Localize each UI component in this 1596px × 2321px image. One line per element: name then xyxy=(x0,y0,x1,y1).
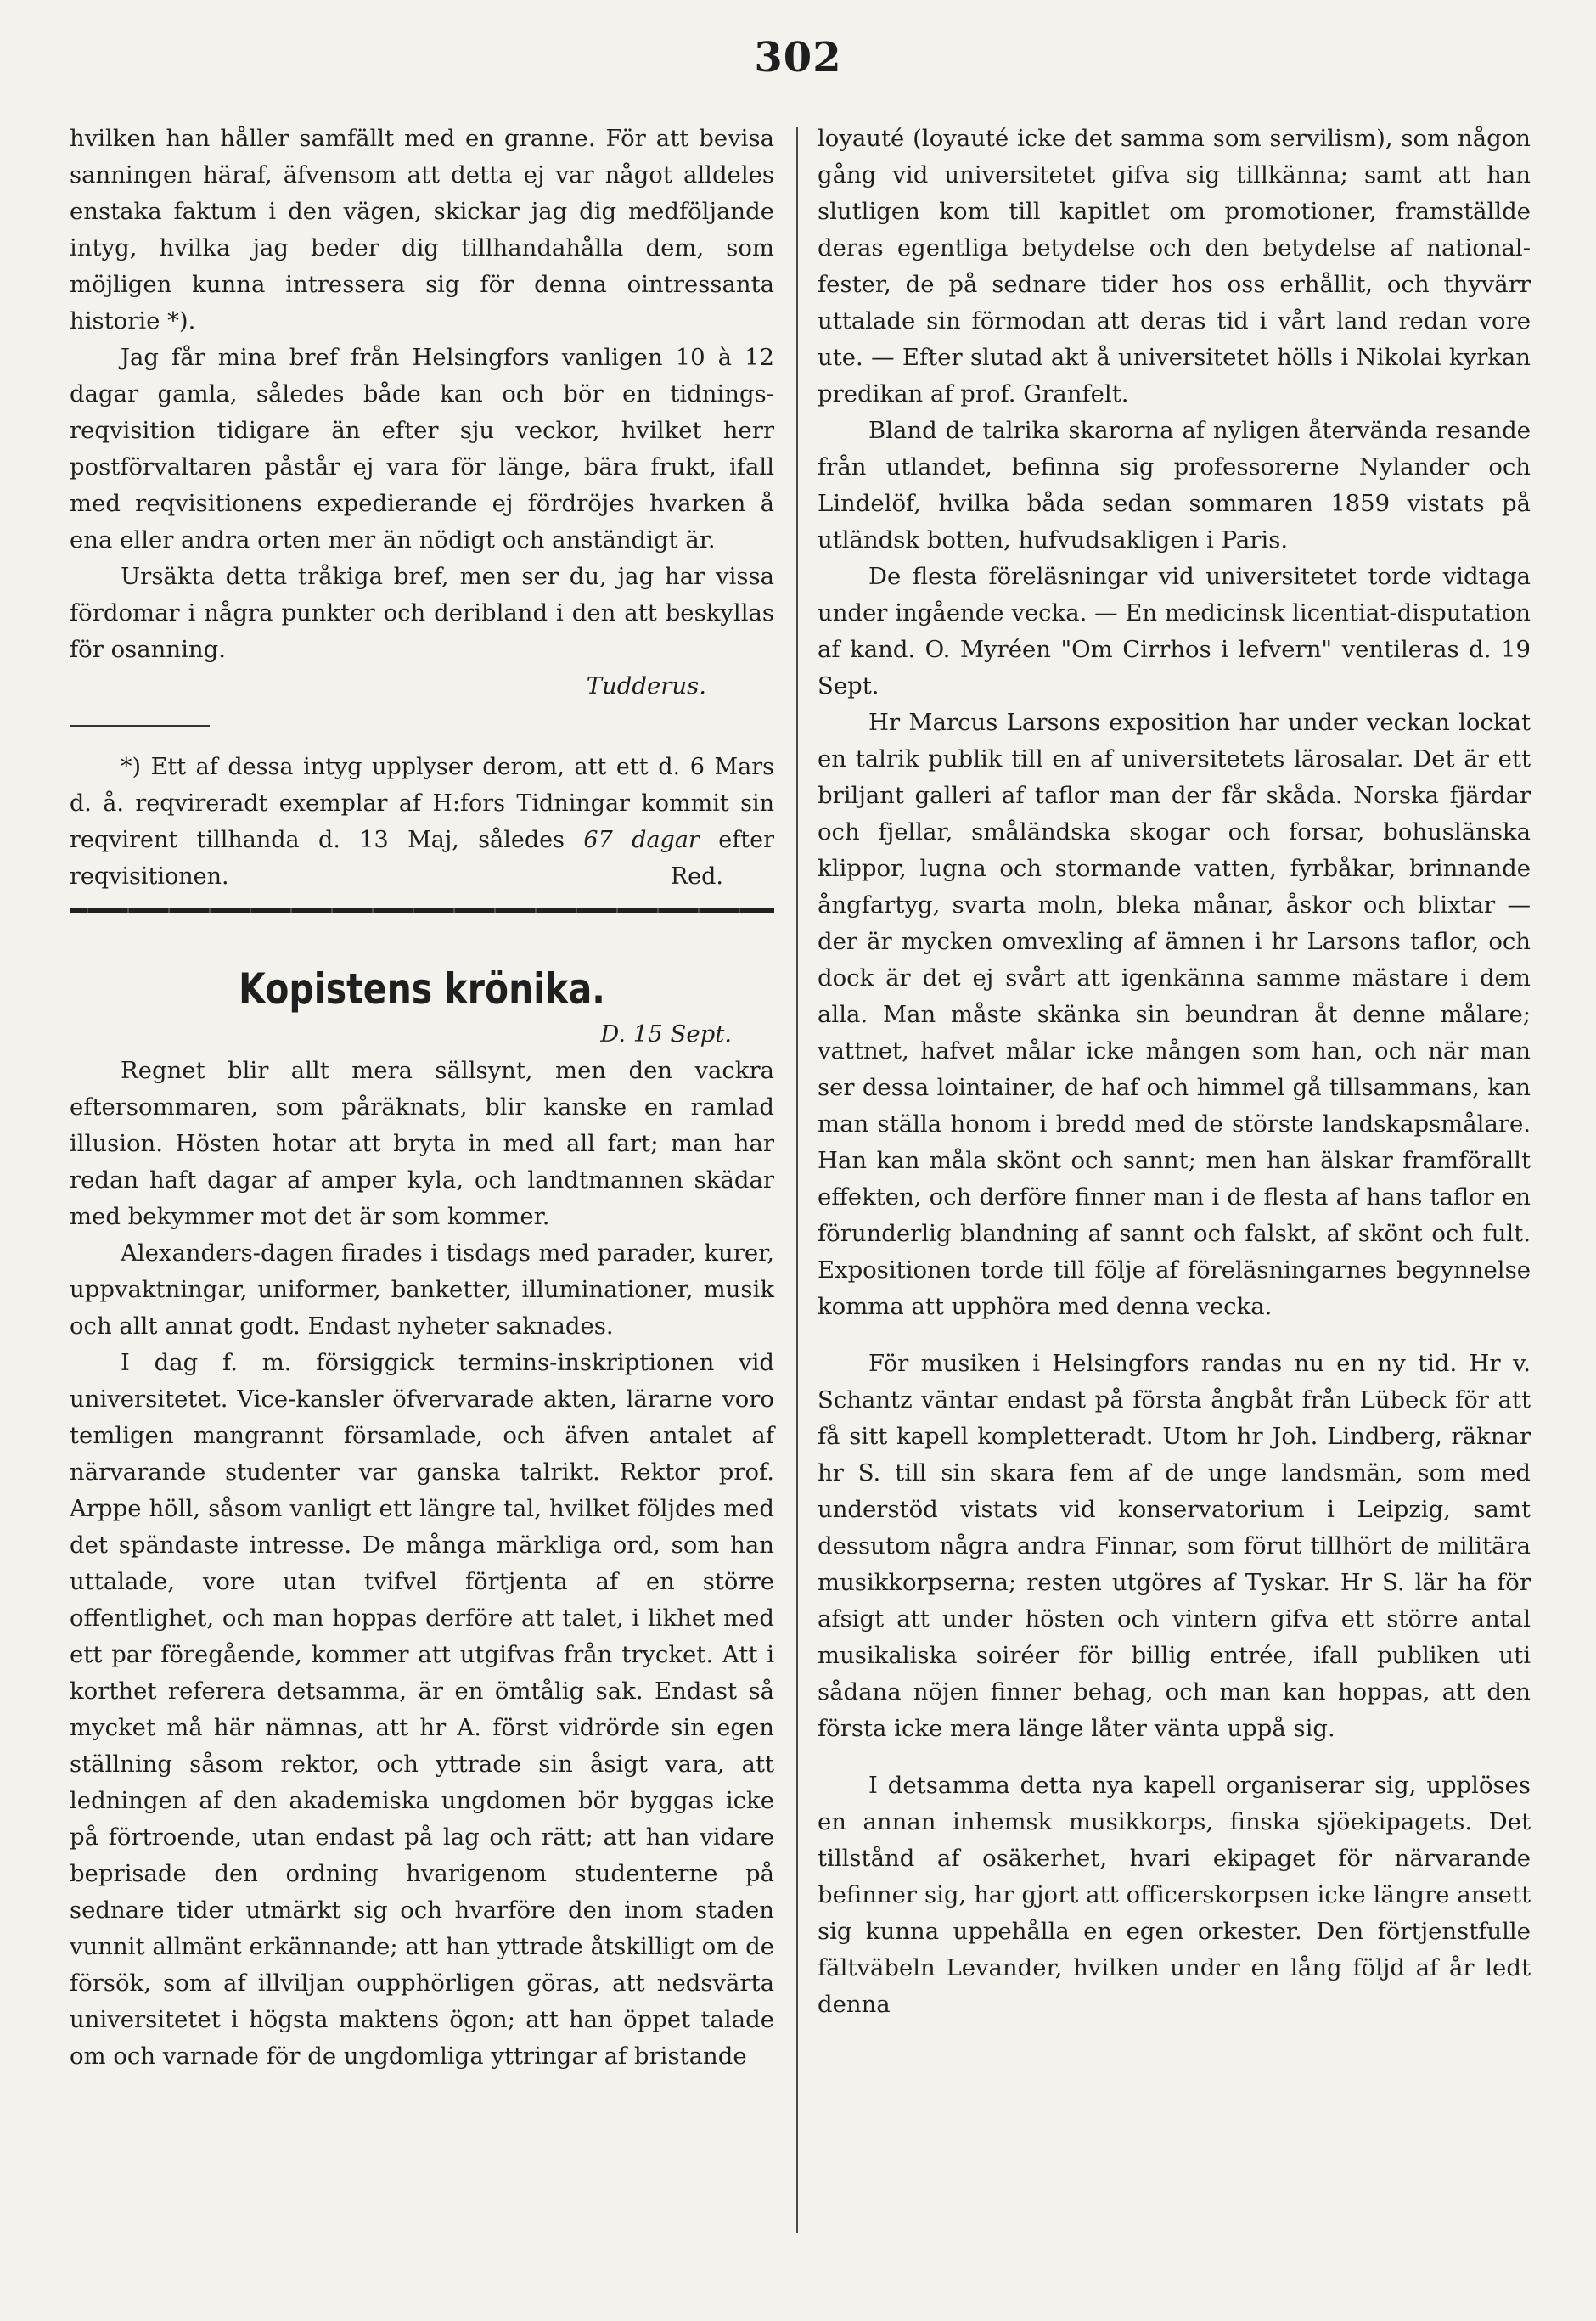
footnote-italic: 67 dagar xyxy=(583,827,700,853)
paragraph: Hr Marcus Larsons exposition har under veckan lockat en talrik publik till en af universitetets lärosalar. Det är ett briljant galleri af taflor man der får skåda. Norska fjärdar och fjellar, småländska skogar och forsar, bohuslänska klippor, lugna och stormande vatten, fyrbåkar, brinnande ångfartyg, svarta moln, bleka månar, åskor och blixtar — der är mycken omvexling af ämnen i hr Larsons taflor, och dock är det ej svårt att igenkänna samme mästare i dem alla. Man måste skänka sin beundran åt denne målare; vattnet, hafvet målar icke mången som han, och när man ser dessa lointainer, de haf och himmel gå tillsammans, kan man ställa honom i bredd med de störste landskapsmålare. Han kan måla skönt och sannt; men han älskar framförallt effekten, och derföre finner man i de flesta af hans taflor en förunderlig blandning af sannt och falskt, af skönt och fult. Expositionen torde till följe af föreläsningarnes begynnelse komma att upphöra med denna vecka. xyxy=(818,709,1531,1320)
footnote-divider xyxy=(70,725,210,727)
paragraph: hvilken han håller samfällt med en granne. För att bevisa sanningen häraf, äfvensom att detta ej var något alldeles enstaka faktum i den vägen, skickar jag dig medföljande intyg, hvilka jag beder dig tillhandahålla dem, som möjligen kunna intressera sig för denna ointressanta historie *). xyxy=(70,125,774,334)
paragraph xyxy=(70,559,774,668)
paragraph: I dag f. m. försiggick termins-inskriptionen vid universitetet. Vice-kansler öfvervarade akten, lärarne voro temligen mangrannt församlade, och äfven antalet af närvarande studenter var ganska talrikt. Rektor prof. Arppe höll, såsom vanligt ett längre tal, hvilket följdes med det spändaste intresse. De många märkliga ord, som han uttalade, vore utan tvifvel förtjenta af en större offentlighet, och man hoppas derföre att talet, i likhet med ett par föregående, kommer att utgifvas från trycket. Att i korthet referera detsamma, är en ömtålig sak. Endast så mycket må här nämnas, att hr A. först vidrörde sin egen ställning såsom rektor, och yttrade sin åsigt vara, att ledningen af den akademiska ungdomen bör byggas icke på förtroende, utan endast på lag och rätt; att han vidare beprisade den ordning hvarigenom studenterne på sednare tider utmärkt sig och hvarföre den inom staden vunnit allmänt erkännande; att han yttrade åtskilligt om de försök, som af illviljan oupphörligen göras, att nedsvärta universitetet i högsta maktens ögon; att han öppet talade om och varnade för de ungdomliga yttringar af bristande xyxy=(70,1349,774,2070)
paragraph-text: Ursäkta detta tråkiga bref, men ser du, jag har vissa fördomar i några punkter och deribland i den att beskyllas för osanning. xyxy=(70,563,774,663)
paragraph: loyauté (loyauté icke det samma som servilism), som någon gång vid universitetet gifva sig tillkänna; samt att han slutligen kom till kapitlet om promotioner, framställde deras egentliga betydelse och den betydelse af national-fester, de på sednare tider hos oss erhållit, och thyvärr uttalade sin förmodan att deras tid i vårt land redan vore ute. — Efter slutad akt å universitetet hölls i Nikolai kyrkan predikan af prof. Granfelt. xyxy=(818,125,1531,407)
footnote-text: *) Ett af dessa intyg upplyser derom, att ett d. 6 Mars d. å. reqvireradt exemplar af H:fors Tidningar kommit sin reqvirent tillhanda d. 13 Maj, således 67 dagar efter reqvisitionen. Red. xyxy=(70,749,774,895)
paragraph: De flesta föreläsningar vid universitetet torde vidtaga under ingående vecka. — En medicinsk licentiat-disputation af kand. O. Myréen "Om Cirrhos i lefvern" ventileras d. 19 Sept. xyxy=(818,563,1531,700)
page-number: 302 xyxy=(754,34,842,81)
section-divider xyxy=(70,908,774,913)
footnote-sign: Red. xyxy=(670,863,723,890)
paragraph: Alexanders-dagen firades i tisdags med parader, kurer, uppvaktningar, uniformer, banketter, illuminationer, musik och allt annat godt. Endast nyheter saknades. xyxy=(70,1239,774,1340)
paragraph: I detsamma detta nya kapell organiserar sig, upplöses en annan inhemsk musikkorps, finska sjöekipagets. Det tillstånd af osäkerhet, hvari ekipaget för närvarande befinner sig, har gjort att officerskorpsen icke längre ansett sig kunna uppehålla en egen orkester. Den förtjenstfulle fältväbeln Levander, hvilken under en lång följd af år ledt denna xyxy=(818,1772,1531,2018)
footnote xyxy=(70,749,774,895)
section-title: Kopistens krönika. xyxy=(239,964,605,1014)
signature: Tudderus. xyxy=(586,672,706,700)
signature-row xyxy=(70,668,774,705)
dateline: D. 15 Sept. xyxy=(600,1020,732,1048)
paragraph: Regnet blir allt mera sällsynt, men den vackra eftersommaren, som påräknats, blir kanske en ramlad illusion. Hösten hotar att bryta in med all fart; man har redan haft dagar af amper kyla, och landtmannen skädar med bekymmer mot det är som kommer. xyxy=(70,1057,774,1230)
column-rule xyxy=(796,127,798,2233)
paragraph: För musiken i Helsingfors randas nu en ny tid. Hr v. Schantz väntar endast på första ångbåt från Lübeck för att få sitt kapell kompletteradt. Utom hr Joh. Lindberg, räknar hr S. till sin skara fem af de unge landsmän, som med understöd vistats vid konservatorium i Leipzig, samt dessutom några andra Finnar, som förut tillhört de militära musikkorpserna; resten utgöres af Tyskar. Hr S. lär ha för afsigt att under hösten och vintern gifva ett större antal musikaliska soiréer för billig entrée, ifall publiken uti sådana nöjen finner behag, och man kan hoppas, att den första icke mera länge låter vänta uppå sig. xyxy=(818,1350,1531,1742)
paragraph: Jag får mina bref från Helsingfors vanligen 10 à 12 dagar gamla, således både kan och bör en tidnings-reqvisition tidigare än efter sju veckor, hvilket herr postförvaltaren påstår ej vara för länge, bära frukt, ifall med reqvisitionens expedierande ej fördröjes hvarken å ena eller andra orten mer än nödigt och anständigt är. xyxy=(70,344,774,554)
left-column xyxy=(70,121,774,2075)
paragraph: Bland de talrika skarorna af nyligen återvända resande från utlandet, befinna sig professorerne Nylander och Lindelöf, hvilka båda sedan sommaren 1859 vistats på utländsk botten, hufvudsakligen i Paris. xyxy=(818,417,1531,554)
right-column xyxy=(818,121,1531,2023)
